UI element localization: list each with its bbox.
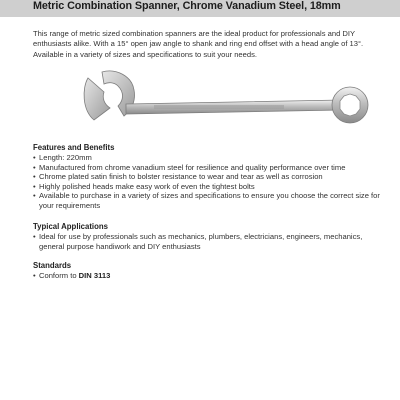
standards-list <box>33 271 388 281</box>
spanner-shank-lettering <box>154 105 284 109</box>
applications-section <box>33 222 388 251</box>
spanner-product-image <box>80 70 370 140</box>
applications-heading: Typical Applications <box>33 222 108 231</box>
features-list <box>33 153 388 210</box>
title-bar <box>0 0 400 17</box>
standards-prefix: Conform to <box>39 271 79 280</box>
standards-code: DIN 3113 <box>78 271 111 280</box>
applications-list <box>33 232 388 251</box>
list-item: • Length: 220mm <box>33 153 388 163</box>
list-item: • Chrome plated satin finish to bolster resistance to wear and tear as well as corrosion <box>33 172 388 182</box>
spanner-ring-end <box>332 87 368 123</box>
list-item: • Manufactured from chrome vanadium steel for resilience and quality performance over time <box>33 163 388 173</box>
standards-heading: Standards <box>33 261 72 270</box>
features-heading: Features and Benefits <box>33 143 115 152</box>
list-item <box>33 271 388 281</box>
page-title: Metric Combination Spanner, Chrome Vanadium Steel, 18mm <box>33 0 341 12</box>
list-item: • Highly polished heads make easy work of even the tightest bolts <box>33 182 388 192</box>
list-item: • Available to purchase in a variety of sizes and specifications to ensure you choose the correct size for your requirements <box>33 191 388 210</box>
list-item: • Ideal for use by professionals such as mechanics, plumbers, electricians, engineers, mechanics, general purpose handiwork and DIY enthusiasts <box>33 232 388 251</box>
intro-paragraph: This range of metric sized combination spanners are the ideal product for professionals and DIY enthusiasts alike. With a 15° open jaw angle to shank and ring end offset with a head angle of 13°. Available in a variety of sizes and specifications to suit your needs. <box>33 29 364 59</box>
features-section <box>33 143 388 210</box>
standards-section <box>33 261 388 281</box>
